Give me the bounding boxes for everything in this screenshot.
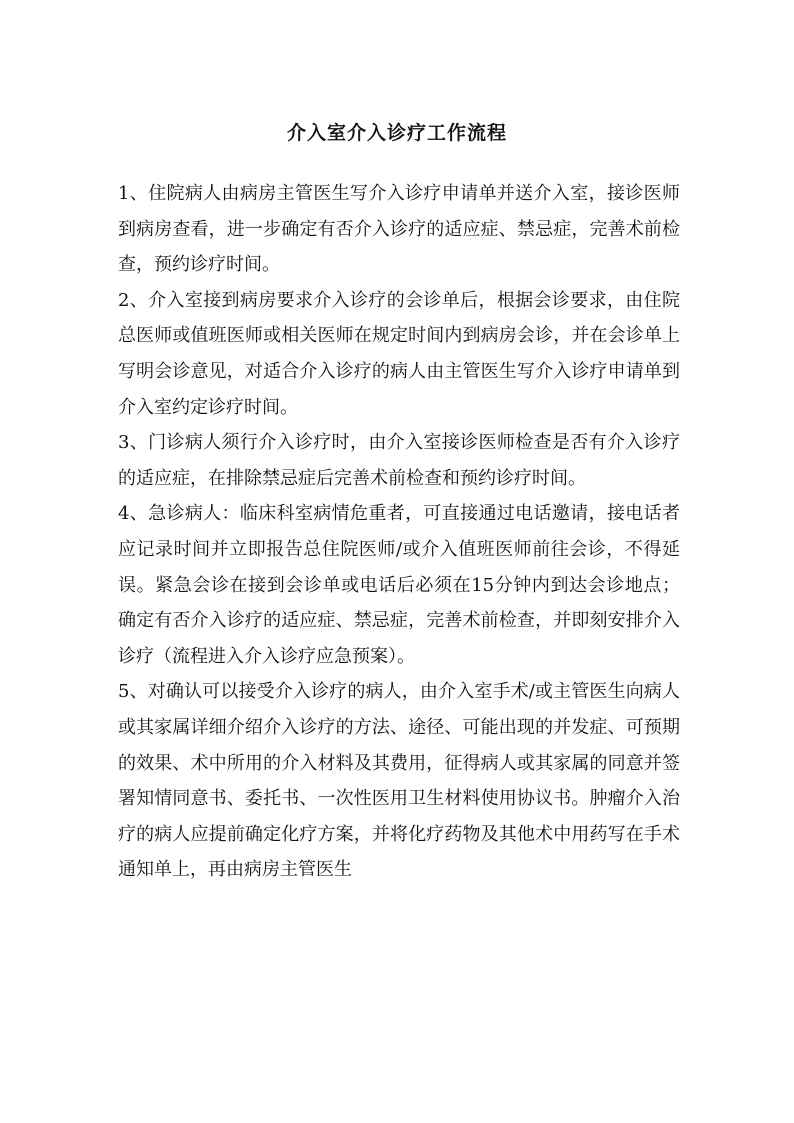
document-body: [118, 176, 680, 888]
paragraph-2: 2、介入室接到病房要求介入诊疗的会诊单后，根据会诊要求，由住院总医师或值班医师或相关医师在规定时间内到病房会诊，并在会诊单上写明会诊意见，对适合介入诊疗的病人由主管医生写介入诊疗申请单到介入室约定诊疗时间。: [118, 289, 680, 418]
paragraph-4: 4、急诊病人：临床科室病情危重者，可直接通过电话邀请，接电话者应记录时间并立即报告总住院医师/或介入值班医师前往会诊，不得延误。紧急会诊在接到会诊单或电话后必须在15分钟内到达会诊地点；确定有否介入诊疗的适应症、禁忌症，完善术前检查，并即刻安排介入诊疗（流程进入介入诊疗应急预案）。: [118, 503, 680, 667]
document-title: 介入室介入诊疗工作流程: [286, 122, 507, 144]
paragraph-3: 3、门诊病人须行介入诊疗时，由介入室接诊医师检查是否有介入诊疗的适应症，在排除禁忌症后完善术前检查和预约诊疗时间。: [118, 432, 680, 489]
paragraph-5: 5、对确认可以接受介入诊疗的病人，由介入室手术/或主管医生向病人或其家属详细介绍介入诊疗的方法、途径、可能出现的并发症、可预期的效果、术中所用的介入材料及其费用，征得病人或其家属的同意并签署知情同意书、委托书、一次性医用卫生材料使用协议书。肿瘤介入治疗的病人应提前确定化疗方案，并将化疗药物及其他术中用药写在手术通知单上，再由病房主管医生: [118, 681, 680, 881]
paragraph-1: 1、住院病人由病房主管医生写介入诊疗申请单并送介入室，接诊医师到病房查看，进一步确定有否介入诊疗的适应症、禁忌症，完善术前检查，预约诊疗时间。: [118, 183, 680, 276]
